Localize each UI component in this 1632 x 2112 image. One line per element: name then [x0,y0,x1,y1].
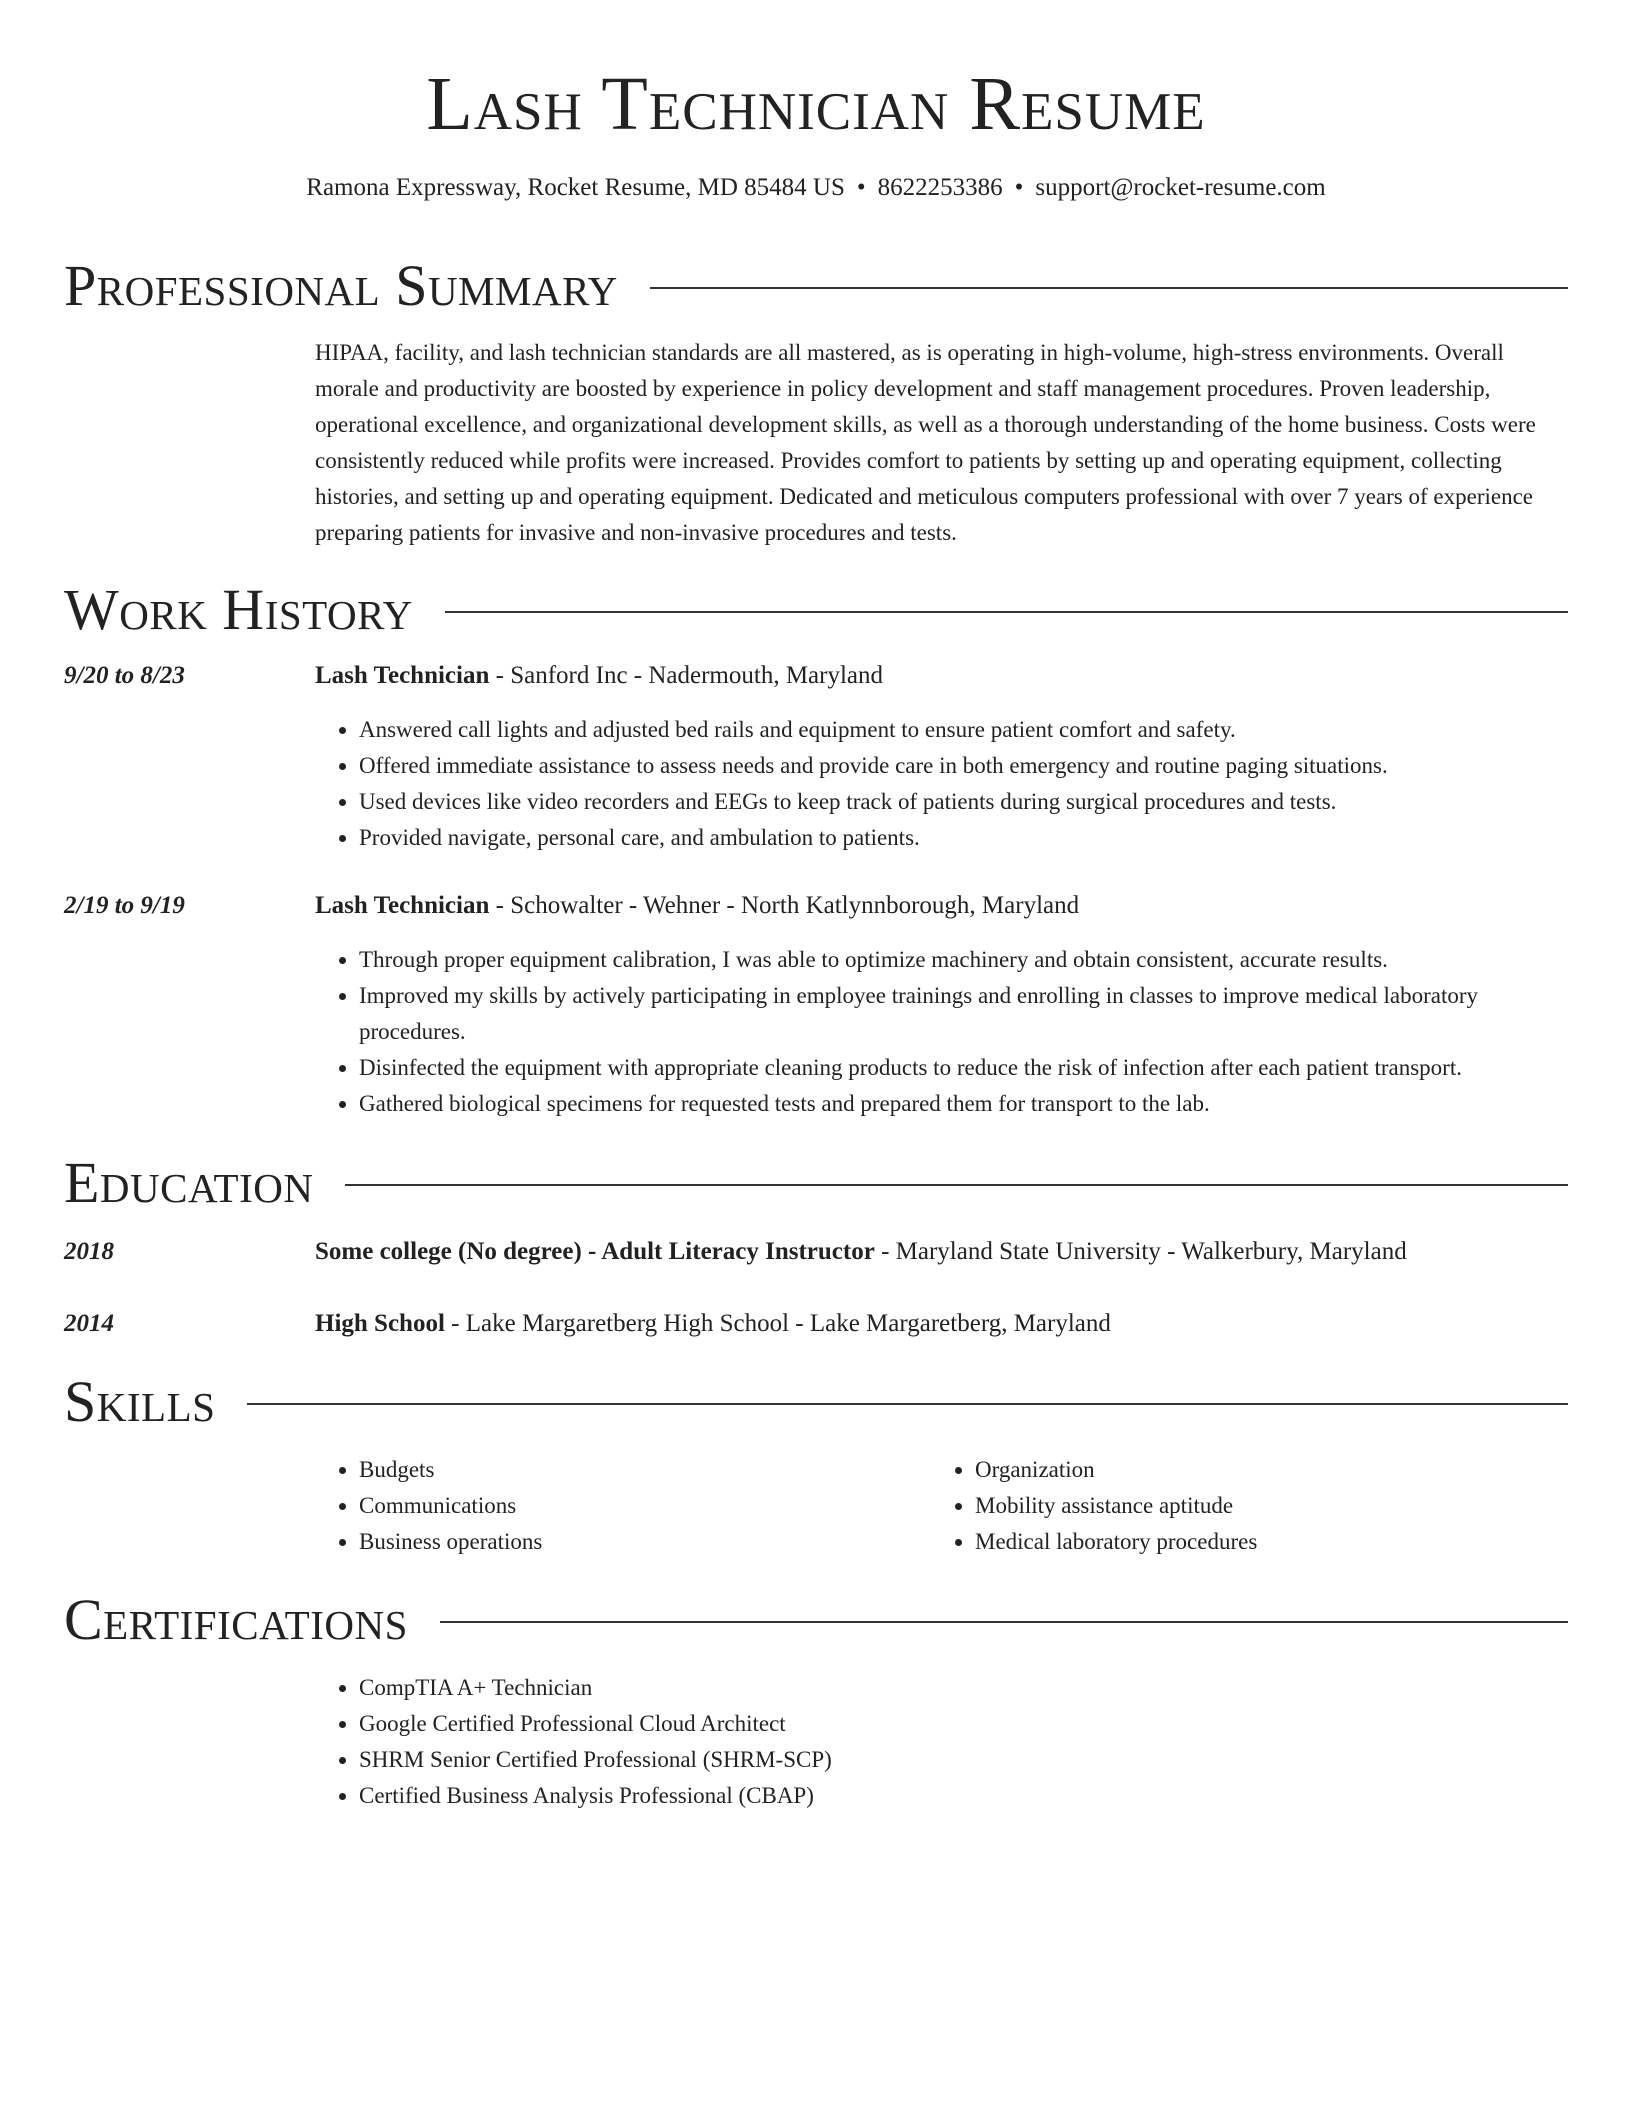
summary-heading: Professional Summary [64,253,618,318]
list-item: • Offered immediate assistance to assess needs and provide care in both emergency and routine paging situations. [359,748,1568,784]
skill-item: • Budgets [359,1452,915,1488]
certification-item: • SHRM Senior Certified Professional (SHRM-SCP) [359,1742,1568,1778]
job-header [315,888,1568,924]
resume-title: Lash Technician Resume [426,62,1206,146]
list-item: • Through proper equipment calibration, I was able to optimize machinery and obtain consistent, accurate results. [359,942,1568,978]
education-entry [315,1306,1568,1342]
certification-item: • Certified Business Analysis Professional (CBAP) [359,1778,1568,1814]
skills-section-header [64,1370,1568,1434]
job-title: Lash Technician [315,662,490,689]
summary-text: HIPAA, facility, and lash technician standards are all mastered, as is operating in high-volume, high-stress environments. Overall morale and productivity are boosted by experience in policy development and staff management procedures. Proven leadership, operational excellence, and organizational development skills, as well as a thorough understanding of the home business. Costs were consistently reduced while profits were increased. Provides comfort to patients by setting up and operating equipment, collecting histories, and setting up and operating equipment. Dedicated and meticulous computers professional with over 7 years of experience preparing patients for invasive and non-invasive procedures and tests. [315,340,1536,545]
certification-item: • Google Certified Professional Cloud Architect [359,1706,1568,1742]
skill-item: • Mobility assistance aptitude [975,1488,1568,1524]
list-item: • Improved my skills by actively participating in employee trainings and enrolling in classes to improve medical laboratory procedures. [359,978,1568,1050]
skill-item: • Communications [359,1488,915,1524]
list-item: • Provided navigate, personal care, and ambulation to patients. [359,820,1568,856]
skills-heading: Skills [64,1369,216,1434]
certifications-heading: Certifications [64,1587,408,1652]
contact-email: support@rocket-resume.com [1035,174,1326,201]
certifications-section-header [64,1588,1568,1652]
resume-page [64,0,1568,1808]
education-year: 2018 [64,1238,114,1265]
section-divider [650,287,1568,289]
education-details: - Lake Margaretberg High School - Lake Margaretberg, Maryland [444,1310,1111,1337]
skill-item: • Organization [975,1452,1568,1488]
skill-item: • Medical laboratory procedures [975,1524,1568,1560]
job-header [315,658,1568,694]
education-details: - Maryland State University - Walkerbury, Maryland [874,1238,1407,1265]
job-dates: 9/20 to 8/23 [64,662,185,689]
skills-list-right [931,1452,1568,1560]
skill-item: • Business operations [359,1524,915,1560]
education-heading: Education [64,1150,314,1215]
education-section-header [64,1151,1568,1215]
job-details: - Sanford Inc - Nadermouth, Maryland [489,662,884,689]
job-details: - Schowalter - Wehner - North Katlynnborough, Maryland [489,892,1080,919]
job-bullets [315,712,1568,856]
section-divider [345,1184,1568,1186]
education-year: 2014 [64,1310,114,1337]
list-item: • Used devices like video recorders and EEGs to keep track of patients during surgical procedures and tests. [359,784,1568,820]
certifications-list [315,1670,1568,1814]
education-degree: High School [315,1310,445,1337]
job-dates: 2/19 to 9/19 [64,892,185,919]
section-divider [247,1403,1568,1405]
education-entry [315,1234,1568,1270]
list-item: • Disinfected the equipment with appropriate cleaning products to reduce the risk of infection after each patient transport. [359,1050,1568,1086]
contact-separator: • [1014,174,1024,201]
contact-line [64,172,1568,204]
summary-section [315,335,1568,551]
job-title: Lash Technician [315,892,490,919]
summary-section-header [64,254,1568,318]
contact-address: Ramona Expressway, Rocket Resume, MD 85484 US [306,174,845,201]
work-heading: Work History [64,577,413,642]
list-item: • Answered call lights and adjusted bed rails and equipment to ensure patient comfort and safety. [359,712,1568,748]
certification-item: • CompTIA A+ Technician [359,1670,1568,1706]
skills-list-left [315,1452,915,1560]
contact-phone: 8622253386 [877,174,1003,201]
section-divider [440,1621,1568,1623]
section-divider [445,611,1568,613]
contact-separator: • [856,174,866,201]
job-bullets [315,942,1568,1122]
work-section-header [64,578,1568,642]
list-item: • Gathered biological specimens for requested tests and prepared them for transport to the lab. [359,1086,1568,1122]
education-degree: Some college (No degree) - Adult Literacy Instructor [315,1238,875,1265]
